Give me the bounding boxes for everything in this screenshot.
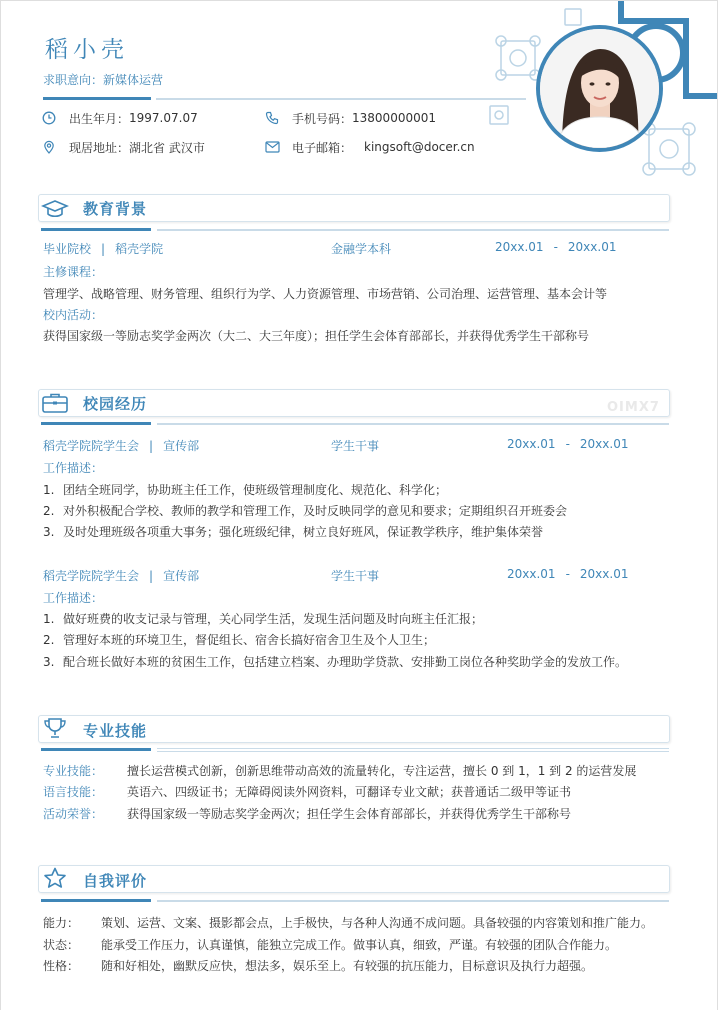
location-pin-icon [41, 139, 57, 155]
school-line: 毕业院校 | 稻壳学院 [43, 242, 164, 256]
degree: 金融学本科 [331, 242, 392, 256]
courses-text: 管理学、战略管理、财务管理、组织行为学、人力资源管理、市场营销、公司治理、运营管理、基本会计等 [43, 287, 608, 301]
list-number: 3. [43, 655, 55, 669]
phone-info [264, 110, 436, 126]
campus-entry-org-line: 稻壳学院院学生会 | 宣传部 [43, 569, 200, 583]
list-item [43, 502, 567, 519]
candidate-name: 稻小壳 [45, 37, 129, 63]
skill-text: 擅长运营模式创新，创新思维带动高效的流量转化，专注运营，擅长 0 到 1，1 到 2 的运营发展 [127, 764, 637, 778]
education-end: 20xx.01 [567, 240, 617, 254]
campus-entry-org-line: 稻壳学院院学生会 | 宣传部 [43, 439, 200, 453]
campus-dept: 宣传部 [163, 569, 200, 583]
email-label: 电子邮箱： [292, 140, 353, 155]
briefcase-icon [41, 392, 69, 414]
header-divider [156, 98, 526, 100]
list-text: 做好班费的收支记录与管理，关心同学生活，发现生活问题及时向班主任汇报； [63, 612, 484, 626]
campus-start: 20xx.01 [507, 437, 556, 451]
eval-text: 能承受工作压力，认真谨慎，能独立完成工作。做事认真，细致，严谨。有较强的团队合作能力。 [101, 938, 618, 952]
campus-end: 20xx.01 [579, 437, 629, 451]
skill-label: 专业技能： [43, 764, 104, 778]
skill-text: 英语六、四级证书；无障碍阅读外网资料，可翻译专业文献；获普通话二级甲等证书 [127, 785, 572, 799]
school-name: 稻壳学院 [115, 242, 164, 256]
list-text: 团结全班同学，协助班主任工作，使班级管理制度化、规范化、科学化； [63, 483, 448, 497]
birth-value: 1997.07.07 [129, 111, 198, 125]
work-desc-label: 工作描述： [43, 461, 104, 475]
campus-dept: 宣传部 [163, 439, 200, 453]
activities-text: 获得国家级一等励志奖学金两次（大二、大三年度）；担任学生会体育部部长，并获得优秀学生干部称号 [43, 329, 590, 343]
eval-label: 状态： [43, 938, 80, 952]
header-divider-accent [43, 97, 151, 100]
section-divider-accent [41, 422, 151, 425]
list-text: 配合班长做好本班的贫困生工作，包括建立档案、办理助学贷款、安排勤工岗位各种奖助学金的发放工作。 [63, 655, 628, 669]
star-icon [41, 867, 69, 889]
list-number: 1. [43, 483, 55, 497]
campus-role: 学生干事 [331, 569, 380, 583]
phone-label: 手机号码： [292, 111, 353, 126]
section-divider [157, 751, 669, 752]
list-text: 对外积极配合学校、教师的教学和管理工作，及时反映同学的意见和要求；定期组织召开班委会 [63, 504, 568, 518]
address-info [41, 139, 205, 155]
list-item [43, 631, 435, 648]
education-start: 20xx.01 [495, 240, 544, 254]
list-text: 管理好本班的环境卫生，督促组长、宿舍长搞好宿舍卫生及个人卫生； [63, 633, 436, 647]
eval-label: 性格： [43, 959, 80, 973]
work-desc-label: 工作描述： [43, 591, 104, 605]
mail-icon [264, 139, 280, 155]
activities-label: 校内活动： [43, 308, 104, 322]
list-text: 及时处理班级各项重大事务；强化班级纪律，树立良好班风，保证教学秩序，维护集体荣誉 [63, 525, 544, 539]
eval-text: 随和好相处，幽默反应快，想法多，娱乐至上。有较强的抗压能力，目标意识及执行力超强。 [101, 959, 594, 973]
section-divider [157, 229, 669, 231]
education-dates: 20xx.01 - 20xx.01 [495, 240, 617, 254]
email-info [264, 139, 475, 155]
campus-dates: 20xx.01 - 20xx.01 [507, 567, 629, 581]
birth-info [41, 110, 198, 126]
skills-title: 专业技能 [83, 722, 148, 740]
watermark: OIMX7 [607, 400, 660, 415]
eval-text: 策划、运营、文案、摄影都会点，上手极快，与各种人沟通不成问题。具备较强的内容策划和推广能力。 [101, 916, 654, 930]
section-divider [157, 900, 669, 902]
birth-label: 出生年月： [69, 111, 130, 126]
skill-label: 活动荣誉： [43, 807, 104, 821]
section-divider-accent [41, 899, 151, 902]
section-divider [157, 748, 669, 749]
trophy-icon [41, 717, 69, 739]
self-title: 自我评价 [83, 872, 148, 890]
phone-icon [264, 110, 280, 126]
clock-icon [41, 110, 57, 126]
campus-end: 20xx.01 [579, 567, 629, 581]
education-title: 教育背景 [83, 200, 148, 218]
list-item [43, 610, 483, 627]
list-item [43, 523, 543, 540]
campus-dates: 20xx.01 - 20xx.01 [507, 437, 629, 451]
campus-title: 校园经历 [83, 395, 148, 413]
skill-label: 语言技能： [43, 785, 104, 799]
list-item [43, 653, 627, 670]
courses-label: 主修课程： [43, 265, 104, 279]
section-divider-accent [41, 748, 151, 751]
campus-role: 学生干事 [331, 439, 380, 453]
phone-value: 13800000001 [352, 111, 436, 125]
eval-label: 能力： [43, 916, 80, 930]
section-divider-accent [41, 228, 151, 231]
list-number: 1. [43, 612, 55, 626]
skill-text: 获得国家级一等励志奖学金两次；担任学生会体育部部长，并获得优秀学生干部称号 [127, 807, 572, 821]
school-label: 毕业院校 [43, 242, 92, 256]
list-number: 2. [43, 504, 55, 518]
graduation-cap-icon [41, 198, 69, 220]
job-intent: 求职意向：新媒体运营 [43, 73, 164, 87]
section-divider [157, 423, 669, 425]
list-number: 3. [43, 525, 55, 539]
address-value: 湖北省 武汉市 [129, 140, 205, 155]
campus-org: 稻壳学院院学生会 [43, 439, 140, 453]
campus-start: 20xx.01 [507, 567, 556, 581]
list-item [43, 481, 447, 498]
list-number: 2. [43, 633, 55, 647]
portrait-image [540, 29, 659, 148]
profile-photo [536, 25, 663, 152]
address-label: 现居地址： [69, 140, 130, 155]
email-value: kingsoft@docer.cn [364, 140, 475, 154]
campus-org: 稻壳学院院学生会 [43, 569, 140, 583]
